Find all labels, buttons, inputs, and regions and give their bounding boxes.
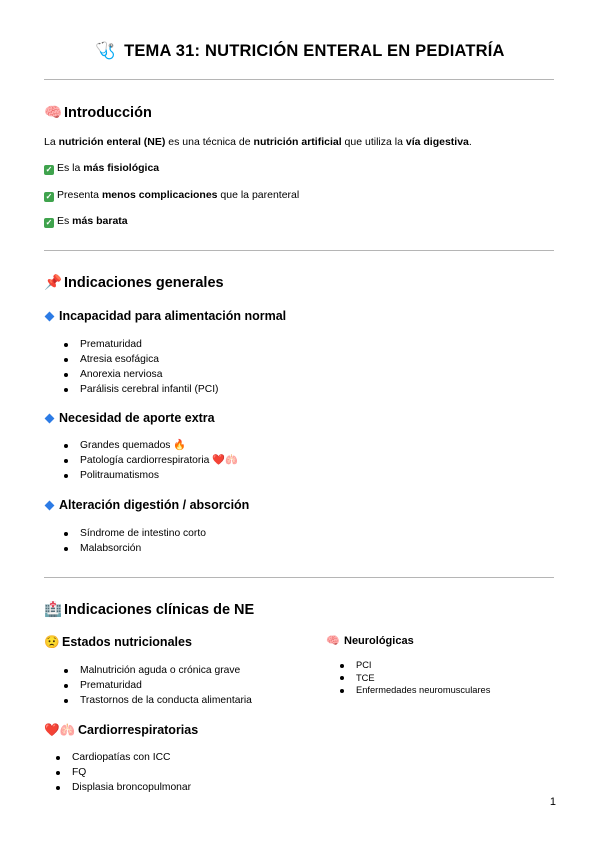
list-item: Patología cardiorrespiratoria ❤️🫁 [62, 453, 238, 468]
pushpin-icon: 📌 [44, 275, 63, 291]
list-estados-nutricionales [62, 663, 252, 708]
check-item: ✓ Es más barata [45, 215, 128, 227]
check-mark-icon: ✓ [45, 218, 53, 227]
list-necesidad [62, 438, 238, 483]
medical-emoji-icon: 🩺 [95, 42, 117, 60]
intro-paragraph: La nutrición enteral (NE) es una técnica de nutrición artificial que utiliza la vía digestiva. [44, 136, 472, 148]
page-title [0, 42, 600, 61]
divider [44, 577, 554, 578]
subheading-incapacidad: Incapacidad para alimentación normal [44, 309, 286, 323]
list-neurologicas [338, 659, 490, 697]
divider [44, 250, 554, 251]
list-item: Politraumatismos [62, 468, 238, 483]
subheading-cardiorrespiratorias: ❤️🫁 Cardiorrespiratorias [44, 723, 199, 737]
list-item: Malnutrición aguda o crónica grave [62, 663, 252, 678]
list-item: FQ [54, 765, 191, 780]
list-item: Malabsorción [62, 541, 206, 556]
worried-face-icon: 😟 [44, 635, 60, 649]
list-item: Anorexia nerviosa [62, 367, 218, 382]
check-item: ✓ Presenta menos complicaciones que la parenteral [45, 189, 300, 201]
check-mark-icon: ✓ [45, 165, 53, 174]
section-heading-introduccion: 🧠 Introducción [44, 105, 152, 121]
list-item: Enfermedades neuromusculares [338, 684, 490, 697]
section-heading-indicaciones-clinicas: 🏥 Indicaciones clínicas de NE [44, 602, 255, 618]
list-item: Cardiopatías con ICC [54, 750, 191, 765]
list-incapacidad [62, 337, 218, 397]
list-item: Síndrome de intestino corto [62, 526, 206, 541]
subheading-alteracion: Alteración digestión / absorción [44, 498, 249, 512]
check-item: ✓ Es la más fisiológica [45, 162, 160, 174]
list-cardiorrespiratorias [54, 750, 191, 795]
heart-lungs-icon: ❤️🫁 [44, 723, 76, 737]
list-item: TCE [338, 672, 490, 685]
blue-diamond-icon [45, 413, 55, 423]
section-heading-indicaciones-generales: 📌 Indicaciones generales [44, 275, 224, 291]
list-item: Trastornos de la conducta alimentaria [62, 693, 252, 708]
list-item: PCI [338, 659, 490, 672]
subheading-neurologicas: 🧠 Neurológicas [326, 635, 414, 647]
blue-diamond-icon [45, 500, 55, 510]
brain-icon: 🧠 [44, 105, 63, 121]
subheading-necesidad: Necesidad de aporte extra [44, 411, 215, 425]
list-item: Prematuridad [62, 678, 252, 693]
page-title-text: TEMA 31: NUTRICIÓN ENTERAL EN PEDIATRÍA [124, 42, 505, 60]
list-item: Displasia broncopulmonar [54, 780, 191, 795]
list-item: Parálisis cerebral infantil (PCI) [62, 382, 218, 397]
brain-icon: 🧠 [326, 635, 340, 647]
divider [44, 79, 554, 80]
hospital-icon: 🏥 [44, 602, 63, 618]
check-mark-icon: ✓ [45, 192, 53, 201]
page-number: 1 [549, 796, 556, 808]
subheading-estados-nutricionales: 😟 Estados nutricionales [44, 635, 192, 649]
blue-diamond-icon [45, 311, 55, 321]
list-item: Grandes quemados 🔥 [62, 438, 238, 453]
list-item: Prematuridad [62, 337, 218, 352]
list-alteracion [62, 526, 206, 556]
list-item: Atresia esofágica [62, 352, 218, 367]
